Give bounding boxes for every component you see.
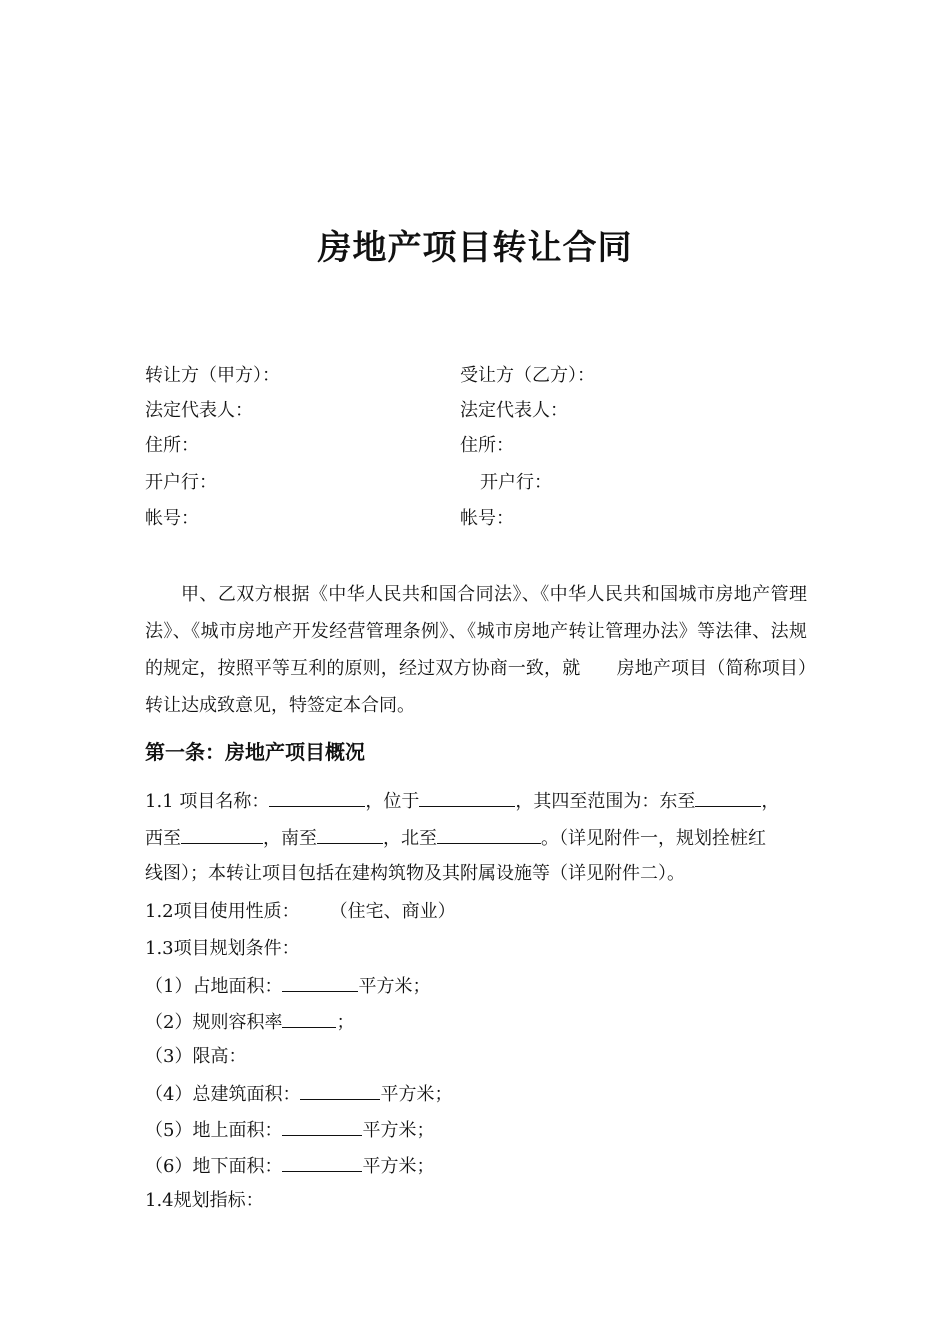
section-1-1-line-3: 线图）；本转让项目包括在建构筑物及其附属设施等（详见附件二）。 bbox=[145, 863, 685, 884]
plot-ratio-label: （2）规则容积率 bbox=[145, 1012, 283, 1033]
total-area-label: （4）总建筑面积： bbox=[145, 1084, 301, 1105]
east-blank bbox=[695, 788, 761, 807]
height-limit-item: （3）限高： bbox=[145, 1046, 247, 1067]
project-name-label: 1.1 项目名称： bbox=[145, 791, 270, 812]
transferor-label: 转让方（甲方）： bbox=[145, 365, 280, 386]
transferee-account-label: 帐号： bbox=[460, 508, 514, 529]
west-blank bbox=[181, 825, 263, 844]
plot-ratio-item bbox=[145, 1009, 354, 1035]
section-1-3-label: 1.3项目规划条件： bbox=[145, 938, 300, 959]
north-label: ，北至 bbox=[383, 828, 437, 849]
land-area-item bbox=[145, 973, 430, 999]
total-area-item bbox=[145, 1081, 452, 1107]
underground-area-blank bbox=[282, 1153, 362, 1172]
above-ground-area-label: （5）地上面积： bbox=[145, 1120, 283, 1141]
location-blank bbox=[419, 788, 515, 807]
west-label: 西至 bbox=[145, 828, 181, 849]
section-1-2 bbox=[145, 900, 456, 924]
east-comma: ， bbox=[761, 791, 780, 812]
transferee-address-label: 住所： bbox=[460, 435, 514, 456]
transferor-bank-label: 开户行： bbox=[145, 472, 217, 493]
plot-ratio-unit: ； bbox=[336, 1012, 355, 1033]
above-ground-area-blank bbox=[282, 1117, 362, 1136]
land-area-label: （1）占地面积： bbox=[145, 976, 283, 997]
transferor-address-label: 住所： bbox=[145, 435, 199, 456]
land-area-blank bbox=[282, 973, 358, 992]
project-name-blank bbox=[269, 788, 365, 807]
transferor-rep-label: 法定代表人： bbox=[145, 400, 253, 421]
land-area-unit: 平方米； bbox=[358, 976, 431, 997]
total-area-unit: 平方米； bbox=[380, 1084, 453, 1105]
underground-area-unit: 平方米； bbox=[362, 1156, 435, 1177]
above-ground-area-unit: 平方米； bbox=[362, 1120, 435, 1141]
above-ground-area-item bbox=[145, 1117, 434, 1143]
underground-area-item bbox=[145, 1153, 434, 1179]
range-label: ，其四至范围为：东至 bbox=[515, 791, 696, 812]
transferee-rep-label: 法定代表人： bbox=[460, 400, 568, 421]
usage-value: （住宅、商业） bbox=[329, 901, 456, 922]
north-blank bbox=[437, 825, 541, 844]
annex-1-note: 。（详见附件一，规划拴桩红 bbox=[541, 828, 766, 849]
section-1-4-label: 1.4规划指标： bbox=[145, 1190, 264, 1211]
section-1-1-line-2 bbox=[145, 825, 766, 851]
document-title: 房地产项目转让合同 bbox=[317, 228, 633, 268]
transferee-label: 受让方（乙方）： bbox=[460, 365, 595, 386]
location-label: ，位于 bbox=[365, 791, 420, 812]
underground-area-label: （6）地下面积： bbox=[145, 1156, 283, 1177]
usage-label: 1.2项目使用性质： bbox=[145, 901, 300, 922]
article-1-heading: 第一条：房地产项目概况 bbox=[145, 740, 365, 764]
plot-ratio-blank bbox=[282, 1009, 336, 1028]
total-area-blank bbox=[300, 1081, 380, 1100]
south-blank bbox=[317, 825, 383, 844]
section-1-1-line-1 bbox=[145, 788, 779, 814]
transferor-account-label: 帐号： bbox=[145, 508, 199, 529]
south-label: ，南至 bbox=[263, 828, 317, 849]
preamble-paragraph: 甲、乙双方根据《中华人民共和国合同法》、《中华人民共和国城市房地产管理法》、《城市房地产开发经营管理条例》、《城市房地产转让管理办法》等法律、法规的规定，按照平等互利的原则，经过双方协商一致，就 房地产项目（简称项目）转让达成致意见，特签定本合同。 bbox=[145, 584, 807, 716]
transferee-bank-label: 开户行： bbox=[480, 472, 552, 493]
